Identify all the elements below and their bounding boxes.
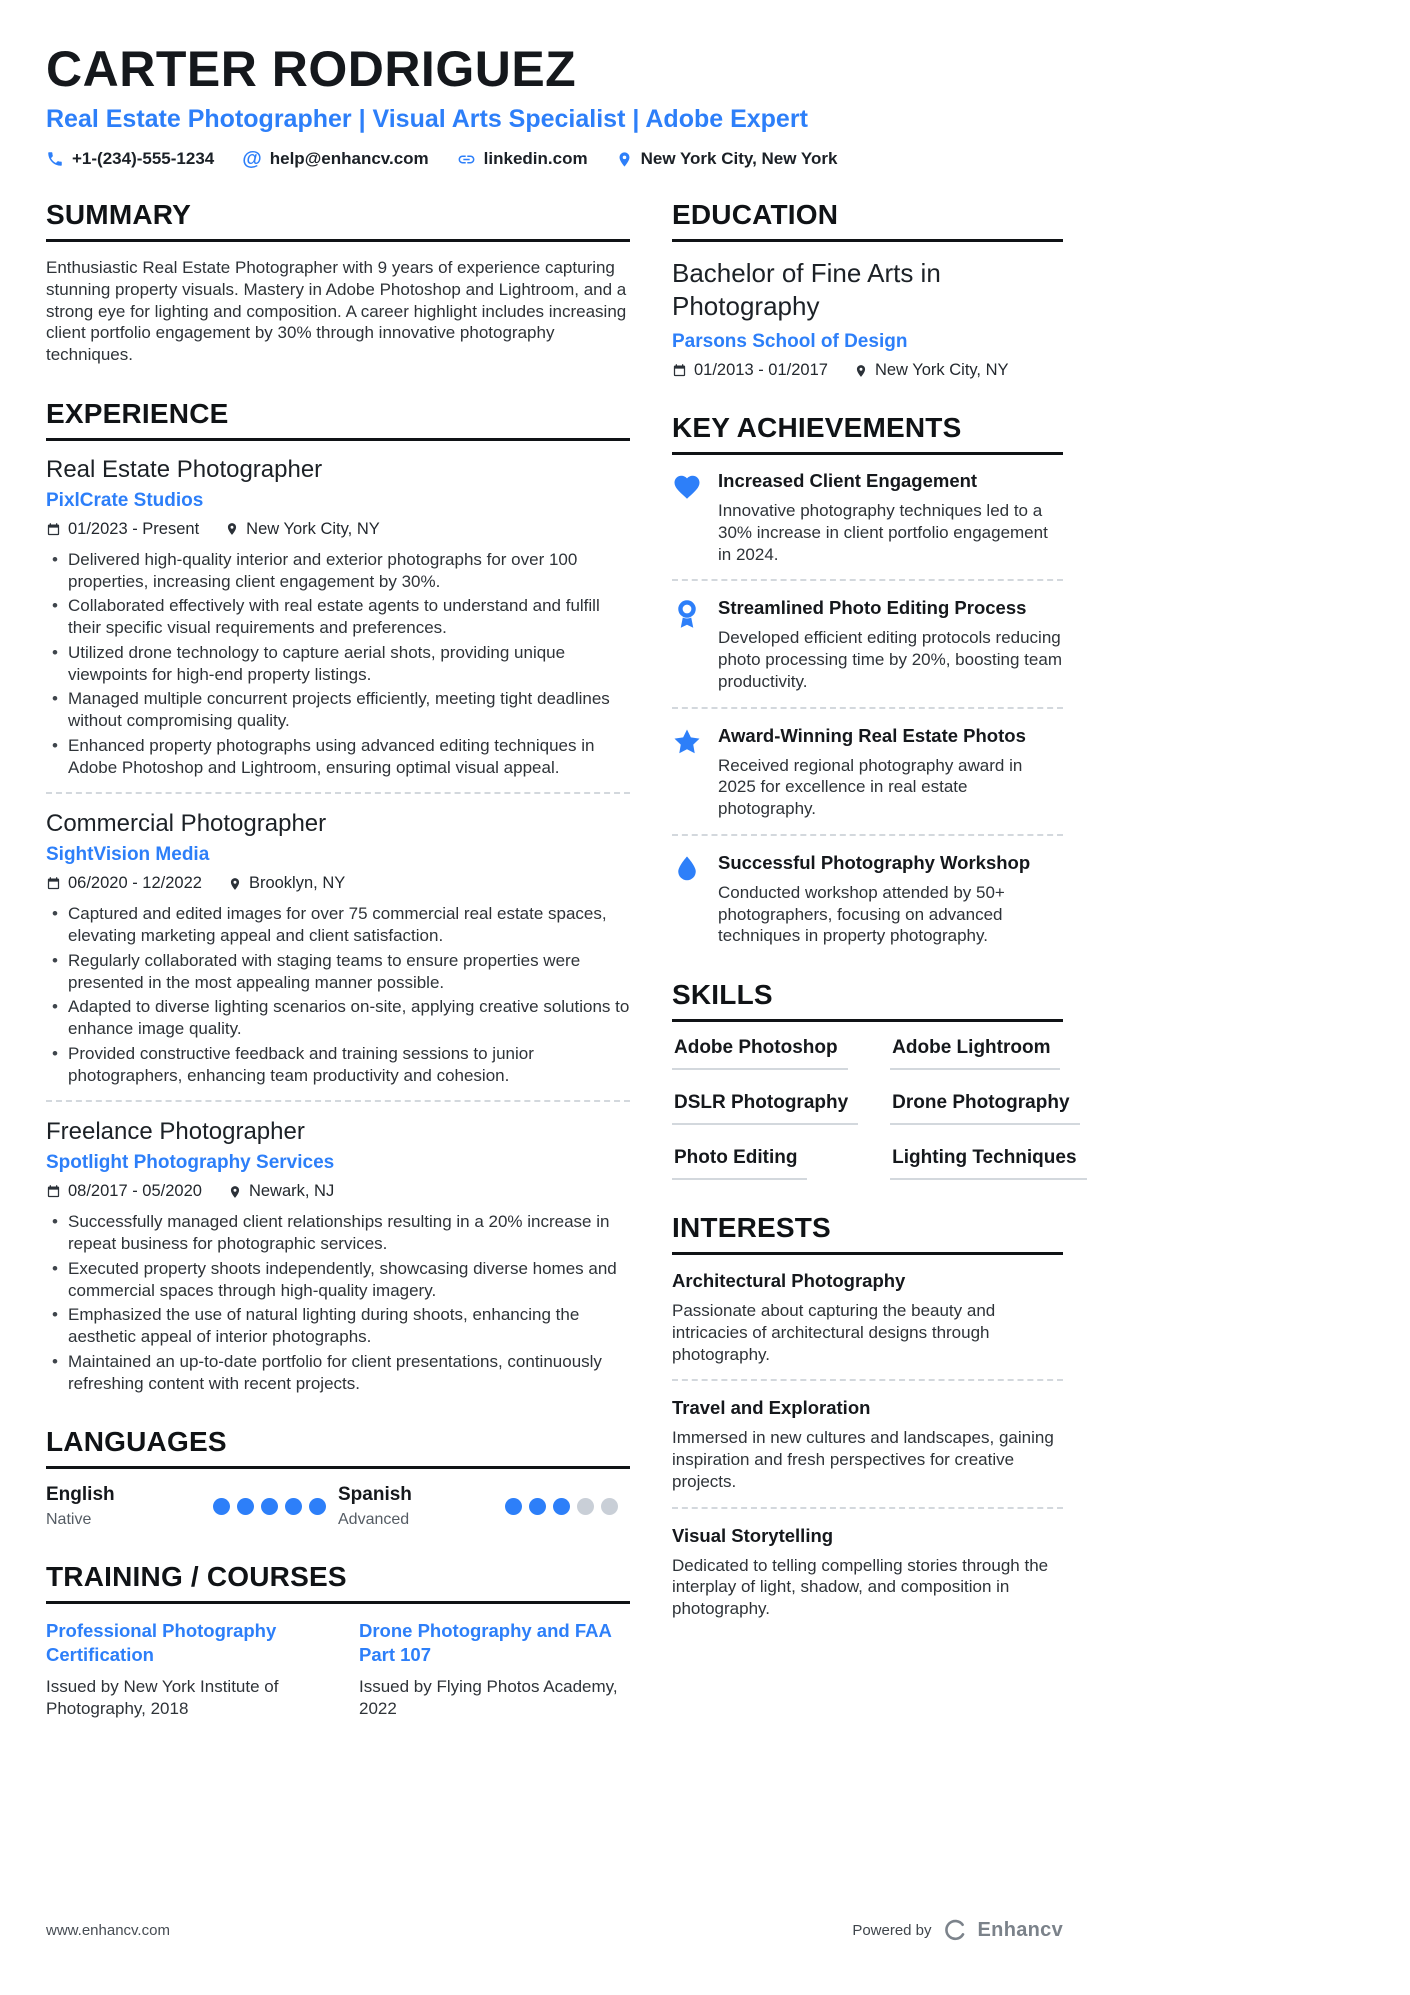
page-footer — [46, 1917, 1063, 1943]
job-entry — [46, 810, 630, 1086]
email-address[interactable]: help@enhancv.com — [269, 149, 429, 168]
education-location-text: New York City, NY — [874, 361, 1009, 379]
powered-by-label: Powered by — [852, 1921, 932, 1939]
candidate-headline: Real Estate Photographer | Visual Arts Specialist | Adobe Expert — [46, 105, 808, 133]
link-icon — [457, 150, 476, 169]
interest-title: Architectural Photography — [672, 1270, 906, 1291]
job-location — [228, 874, 345, 893]
skill-item — [890, 1037, 1086, 1070]
education-heading: EDUCATION — [672, 199, 1063, 242]
proficiency-dot — [577, 1498, 594, 1515]
section-divider — [672, 834, 1063, 836]
job-bullet: • Regularly collaborated with staging teams to ensure properties were presented in the most appealing manner possible. — [46, 950, 630, 994]
language-item — [338, 1484, 630, 1529]
job-bullet: • Provided constructive feedback and training sessions to junior photographers, enhancing team productivity and cohesion. — [46, 1043, 630, 1087]
education-section — [672, 199, 1063, 380]
experience-heading: EXPERIENCE — [46, 398, 630, 441]
education-dates-text: 01/2013 - 01/2017 — [694, 361, 828, 379]
summary-section — [46, 199, 630, 366]
section-divider — [672, 1379, 1063, 1381]
job-bullets — [46, 903, 630, 1086]
job-location-text: Newark, NJ — [248, 1182, 335, 1201]
skill-label: Photo Editing — [672, 1147, 807, 1180]
section-divider — [46, 1100, 630, 1102]
location-contact — [616, 149, 838, 169]
job-entry — [46, 1118, 630, 1394]
calendar-icon — [46, 1184, 61, 1199]
job-bullet: • Emphasized the use of natural lighting during shoots, enhancing the aesthetic appeal of interior photographs. — [46, 1304, 630, 1348]
interests-section — [672, 1212, 1063, 1620]
interest-text: Dedicated to telling compelling stories through the interplay of light, shadow, and composition in photography. — [672, 1555, 1049, 1618]
job-bullet: • Utilized drone technology to capture aerial shots, providing unique viewpoints for high-end property listings. — [46, 642, 630, 686]
language-info — [338, 1484, 412, 1529]
achievement-item — [672, 470, 1063, 565]
languages-row — [46, 1484, 630, 1529]
school-name: Parsons School of Design — [672, 331, 908, 352]
interest-item — [672, 1397, 1063, 1492]
skill-label: Lighting Techniques — [890, 1147, 1086, 1180]
location-pin-icon — [225, 522, 239, 536]
skill-label: Adobe Lightroom — [890, 1037, 1060, 1070]
section-divider — [672, 1507, 1063, 1509]
location-text: New York City, New York — [640, 149, 838, 168]
languages-heading: LANGUAGES — [46, 1426, 630, 1469]
language-level: Advanced — [338, 1511, 410, 1529]
skill-item — [672, 1037, 858, 1070]
job-bullet: • Managed multiple concurrent projects efficiently, meeting tight deadlines without compromising quality. — [46, 688, 630, 732]
email-contact[interactable] — [242, 149, 428, 169]
ribbon-icon — [672, 597, 704, 692]
language-proficiency-dots — [505, 1498, 618, 1515]
achievement-item — [672, 597, 1063, 692]
education-location — [854, 361, 1009, 380]
job-title: Freelance Photographer — [46, 1118, 305, 1146]
job-bullet: • Adapted to diverse lighting scenarios on-site, applying creative solutions to enhance image quality. — [46, 996, 630, 1040]
skills-section — [672, 979, 1077, 1180]
achievements-heading: KEY ACHIEVEMENTS — [672, 412, 1063, 455]
location-pin-icon — [616, 151, 633, 168]
training-row — [46, 1619, 630, 1720]
phone-contact — [46, 149, 214, 169]
job-meta — [46, 520, 630, 539]
skill-item — [890, 1092, 1086, 1125]
skills-grid — [672, 1037, 1077, 1180]
contact-row — [46, 149, 1063, 169]
language-item — [46, 1484, 338, 1529]
job-company: Spotlight Photography Services — [46, 1152, 335, 1174]
drop-icon — [672, 852, 704, 947]
skill-item — [672, 1092, 858, 1125]
language-level: Native — [46, 1511, 92, 1529]
proficiency-dot — [285, 1498, 302, 1515]
achievement-item — [672, 852, 1063, 947]
location-pin-icon — [228, 877, 242, 891]
job-bullet: • Delivered high-quality interior and exterior photographs for over 100 properties, increasing client engagement by 30%. — [46, 549, 630, 593]
interest-title: Visual Storytelling — [672, 1524, 834, 1546]
achievements-section — [672, 412, 1063, 947]
course-item — [359, 1619, 630, 1720]
language-info — [46, 1484, 115, 1529]
job-location-text: Brooklyn, NY — [248, 874, 346, 893]
job-company: PixlCrate Studios — [46, 489, 204, 511]
proficiency-dot — [553, 1498, 570, 1515]
achievement-body — [718, 852, 1063, 947]
location-pin-icon — [854, 364, 868, 378]
course-issuer: Issued by Flying Photos Academy, 2022 — [359, 1677, 618, 1719]
job-bullet: • Maintained an up-to-date portfolio for client presentations, continuously refreshing content with recent projects. — [46, 1351, 630, 1395]
proficiency-dot — [237, 1498, 254, 1515]
at-icon: @ — [242, 148, 262, 170]
achievement-body — [718, 725, 1063, 820]
job-bullet: • Collaborated effectively with real estate agents to understand and fulfill their specific visual requirements and preferences. — [46, 595, 630, 639]
language-name: Spanish — [338, 1484, 412, 1506]
achievement-title: Successful Photography Workshop — [718, 851, 1031, 873]
achievement-title: Award-Winning Real Estate Photos — [718, 724, 1026, 746]
interest-text: Passionate about capturing the beauty and intricacies of architectural designs through photography. — [672, 1301, 996, 1364]
job-bullet: • Captured and edited images for over 75 commercial real estate spaces, elevating marketing appeal and client satisfaction. — [46, 903, 630, 947]
job-dates-text: 06/2020 - 12/2022 — [68, 874, 202, 893]
powered-by — [852, 1917, 1063, 1943]
interest-item — [672, 1525, 1063, 1620]
job-location — [225, 520, 380, 539]
skill-label: DSLR Photography — [672, 1092, 858, 1125]
skills-heading: SKILLS — [672, 979, 1063, 1022]
job-bullet: • Executed property shoots independently, showcasing diverse homes and commercial spaces through high-quality imagery. — [46, 1258, 630, 1302]
candidate-name: CARTER RODRIGUEZ — [46, 41, 577, 97]
phone-icon — [46, 150, 64, 168]
summary-heading: SUMMARY — [46, 199, 630, 242]
interest-title: Travel and Exploration — [672, 1397, 871, 1419]
enhancv-logo-icon — [942, 1917, 968, 1943]
achievement-text: Developed efficient editing protocols reducing photo processing time by 20%, boosting team productivity. — [718, 628, 1062, 691]
section-divider — [46, 792, 630, 794]
skill-label: Adobe Photoshop — [672, 1037, 848, 1070]
job-title: Real Estate Photographer — [46, 455, 323, 483]
resume-columns — [46, 199, 1077, 1753]
proficiency-dot — [505, 1498, 522, 1515]
achievement-title: Increased Client Engagement — [718, 470, 978, 491]
proficiency-dot — [529, 1498, 546, 1515]
education-meta — [672, 361, 1063, 380]
job-meta — [46, 1182, 630, 1201]
achievement-body — [718, 597, 1063, 692]
job-bullet: • Successfully managed client relationships resulting in a 20% increase in repeat business for photographic services. — [46, 1211, 630, 1255]
job-meta — [46, 874, 630, 893]
summary-text: Enthusiastic Real Estate Photographer with 9 years of experience capturing stunning property visuals. Mastery in Adobe Photoshop and Lightroom, and a strong eye for lighting and composition. A career highlight includes increasing client portfolio engagement by 30% through innovative photography techniques. — [46, 258, 627, 364]
job-dates-text: 08/2017 - 05/2020 — [68, 1182, 202, 1201]
profile-link[interactable]: linkedin.com — [483, 149, 588, 168]
footer-site-link[interactable]: www.enhancv.com — [46, 1921, 170, 1939]
enhancv-brand-name: Enhancv — [977, 1918, 1063, 1941]
course-title: Drone Photography and FAA Part 107 — [359, 1620, 612, 1666]
achievement-item — [672, 725, 1063, 820]
skill-item — [672, 1147, 858, 1180]
left-column — [46, 199, 630, 1753]
proficiency-dot — [261, 1498, 278, 1515]
link-contact[interactable] — [457, 149, 588, 169]
skill-item — [890, 1147, 1086, 1180]
job-location — [228, 1182, 334, 1201]
training-section — [46, 1561, 630, 1720]
achievement-body — [718, 470, 1063, 565]
training-heading: TRAINING / COURSES — [46, 1561, 630, 1604]
achievement-text: Received regional photography award in 2025 for excellence in real estate photography. — [718, 755, 1023, 818]
course-issuer: Issued by New York Institute of Photography, 2018 — [46, 1677, 279, 1719]
skill-label: Drone Photography — [890, 1092, 1079, 1125]
calendar-icon — [672, 363, 687, 378]
proficiency-dot — [309, 1498, 326, 1515]
job-bullet: • Enhanced property photographs using advanced editing techniques in Adobe Photoshop and Lightroom, ensuring optimal visual appeal. — [46, 735, 630, 779]
education-dates — [672, 361, 828, 380]
achievement-text: Innovative photography techniques led to a 30% increase in client portfolio engagement in 2024. — [718, 501, 1048, 564]
phone-number: +1-(234)-555-1234 — [72, 149, 215, 168]
job-bullets — [46, 1211, 630, 1394]
calendar-icon — [46, 876, 61, 891]
job-title: Commercial Photographer — [46, 810, 327, 838]
job-dates-text: 01/2023 - Present — [68, 519, 200, 538]
achievement-text: Conducted workshop attended by 50+ photographers, focusing on advanced techniques in property photography. — [718, 882, 1005, 946]
job-dates — [46, 520, 199, 539]
job-company: SightVision Media — [46, 844, 210, 866]
heart-icon — [672, 470, 704, 565]
degree-title: Bachelor of Fine Arts in Photography — [672, 258, 941, 321]
course-item — [46, 1619, 317, 1720]
course-title: Professional Photography Certification — [46, 1620, 277, 1666]
language-name: English — [46, 1484, 115, 1506]
proficiency-dot — [601, 1498, 618, 1515]
section-divider — [672, 579, 1063, 581]
interest-text: Immersed in new cultures and landscapes, gaining inspiration and fresh perspectives for creative projects. — [672, 1428, 1054, 1491]
job-dates — [46, 1182, 202, 1201]
experience-section — [46, 398, 630, 1395]
job-entry — [46, 456, 630, 779]
star-icon — [672, 725, 704, 820]
language-proficiency-dots — [213, 1498, 326, 1515]
proficiency-dot — [213, 1498, 230, 1515]
right-column — [672, 199, 1077, 1753]
languages-section — [46, 1426, 630, 1529]
calendar-icon — [46, 522, 61, 537]
interest-item — [672, 1270, 1063, 1365]
job-location-text: New York City, NY — [246, 519, 380, 538]
section-divider — [672, 707, 1063, 709]
interests-heading: INTERESTS — [672, 1212, 1063, 1255]
job-dates — [46, 874, 202, 893]
achievement-title: Streamlined Photo Editing Process — [718, 597, 1027, 619]
location-pin-icon — [228, 1185, 242, 1199]
resume-header — [46, 40, 1063, 169]
job-bullets — [46, 549, 630, 779]
